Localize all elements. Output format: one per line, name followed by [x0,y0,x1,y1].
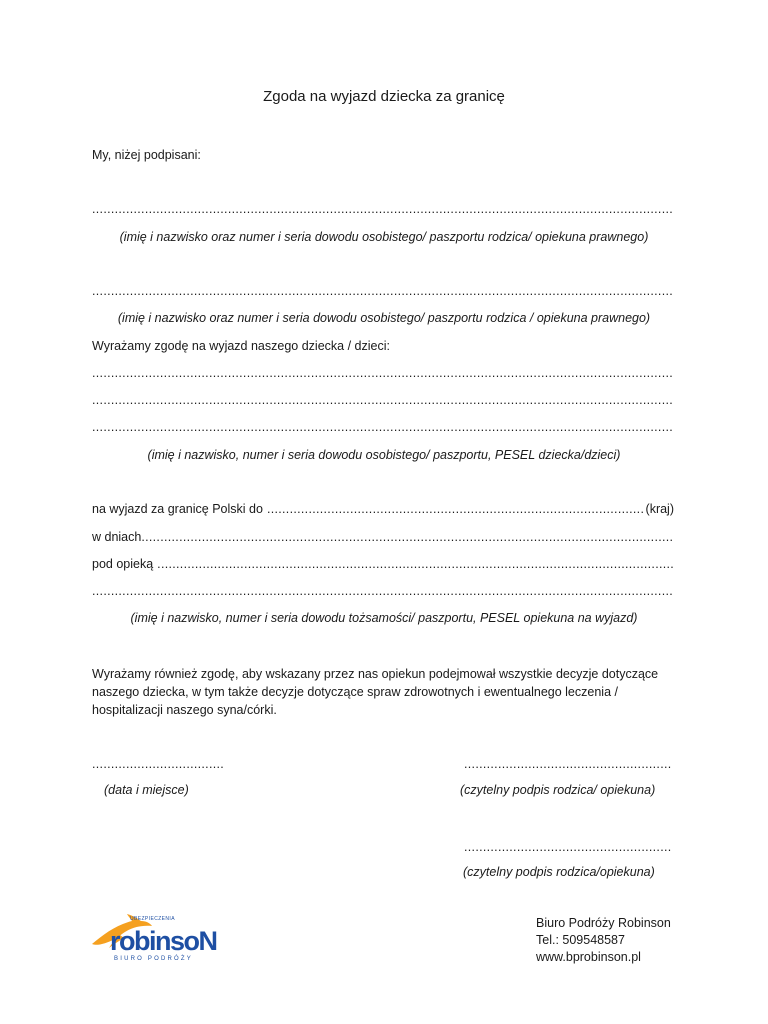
child-field-3[interactable] [92,420,672,434]
intro-text: My, niżej podpisani: [92,148,201,162]
child-field-1[interactable] [92,366,672,380]
consent-paragraph: Wyrażamy również zgodę, aby wskazany przez nas opiekun podejmował wszystkie decyzje dotyczące naszego dziecka, w tym także decyzje dotyczące spraw zdrowotnych i ewentualnego leczenia / hospitalizacji naszego syna/córki. [92,667,659,717]
dates-field[interactable] [92,530,674,544]
contact-company: Biuro Podróży Robinson [536,916,671,930]
logo-tagline-bottom: BIURO PODRÓŻY [114,956,193,962]
date-place-caption: (data i miejsce) [104,783,189,797]
child-field-2[interactable] [92,393,672,407]
signature-field-1[interactable] [464,757,672,771]
destination-label: na wyjazd za granicę Polski do [92,502,263,516]
company-logo [90,912,215,970]
guardian-caption: (imię i nazwisko, numer i seria dowodu tożsamości/ paszportu, PESEL opiekuna na wyjazd) [130,611,638,625]
consent-children-label: Wyrażamy zgodę na wyjazd naszego dziecka / dzieci: [92,339,390,353]
logo-tagline-top: UBEZPIECZENIA [130,916,175,922]
contact-website[interactable]: www.bprobinson.pl [536,950,641,964]
parent-1-field[interactable] [92,202,672,216]
page-title: Zgoda na wyjazd dziecka za granicę [263,88,505,105]
signature-caption-1: (czytelny podpis rodzica/ opiekuna) [460,783,656,797]
dates-label: w dniach [92,530,142,544]
guardian-field[interactable] [92,557,674,571]
logo-brand: robinsoN [110,926,217,956]
signature-field-2[interactable] [464,840,672,854]
guardian-label: pod opieką [92,557,154,571]
guardian-field-2[interactable] [92,584,674,598]
date-place-field[interactable] [92,757,224,771]
signature-caption-2: (czytelny podpis rodzica/opiekuna) [463,865,655,879]
parent-2-caption: (imię i nazwisko oraz numer i seria dowodu osobistego/ paszportu rodzica / opiekuna prawnego) [117,311,651,325]
parent-1-caption: (imię i nazwisko oraz numer i seria dowodu osobistego/ paszportu rodzica/ opiekuna prawnego) [119,230,649,244]
destination-field[interactable] [92,502,674,516]
contact-phone: Tel.: 509548587 [536,933,625,947]
parent-2-field[interactable] [92,284,672,298]
children-caption: (imię i nazwisko, numer i seria dowodu osobistego/ paszportu, PESEL dziecka/dzieci) [147,448,621,462]
country-suffix: (kraj) [645,502,674,516]
